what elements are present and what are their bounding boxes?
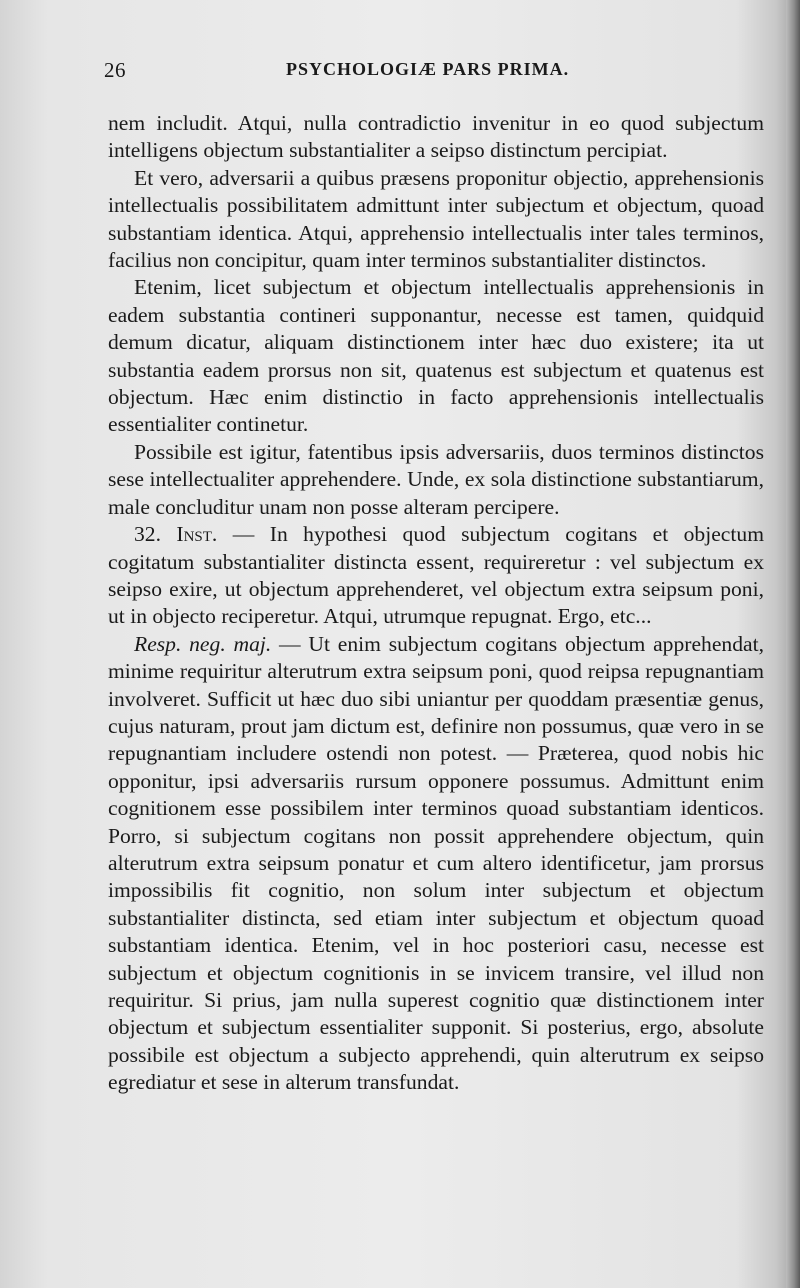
paragraph-text: — In hypothesi quod subjectum cogitans et objectum cogitatum substantialiter distincta essent, requireretur : vel subjectum ex seipso exire, ut objectum apprehenderet, vel objectum extra seipsum poni, ut in objecto reciperetur. Atqui, utrumque repugnat. Ergo, etc...: [108, 522, 764, 629]
body-text: [108, 110, 764, 1097]
paragraph-instance: [108, 521, 764, 631]
paragraph-text: — Ut enim subjectum cogitans objectum apprehendat, minime requiritur alterutrum extra seipsum poni, quod reipsa repugnantiam involveret. Sufficit ut hæc duo sibi uniantur per quoddam præsentiæ genus, cujus naturam, prout jam dictum est, definire non possumus, quæ vero in se repugnantiam includere ostendi non potest. — Præterea, quod nobis hic opponitur, ipsi adversariis rursum opponere possumus. Admittunt enim cognitionem esse possibilem inter terminos quoad substantiam identicos. Porro, si subjectum cogitans non possit apprehendere objectum, quin alterutrum extra seipsum ponatur et cum altero identificetur, jam prorsus impossibilis fit cognitio, non solum inter subjectum et objectum substantialiter distincta, sed etiam inter subjectum et objectum quoad substantiam identica. Etenim, vel in hoc posteriori casu, necesse est subjectum et objectum cognitionis in se invicem transire, vel illud non requiritur. Si prius, jam nulla superest cognitio quæ distinctionem inter objectum et subjectum essentialiter supponit. Si posterius, ergo, absolute possibile est objectum a subjecto apprehendi, quin alterutrum ex seipso egrediatur et sese in alterum transfundat.: [108, 631, 764, 1095]
paragraph-text: nem includit. Atqui, nulla contradictio invenitur in eo quod subjectum intelligens objectum substantialiter a seipso distinctum percipiat.: [108, 111, 764, 163]
paragraph-response: [108, 631, 764, 1097]
paragraph: [108, 274, 764, 438]
paragraph-continuation: [108, 110, 764, 165]
paragraph-text: Et vero, adversarii a quibus præsens proponitur objectio, apprehensionis intellectualis possibilitatem admittunt inter subjectum et objectum, quoad substantiam identica. Atqui, apprehensio intellectualis inter tales terminos, facilius non concipitur, quam inter terminos substantialiter distinctos.: [108, 165, 764, 273]
running-title: PSYCHOLOGIÆ PARS PRIMA.: [286, 59, 570, 79]
paragraph: [108, 439, 764, 521]
page-edge-shadow: [786, 0, 800, 1288]
page-number: 26: [104, 58, 126, 82]
running-head: [104, 58, 744, 84]
paragraph-text: Etenim, licet subjectum et objectum intellectualis apprehensionis in eadem substantia contineri supponantur, necesse est tamen, quidquid demum dicatur, aliquam distinctionem inter hæc duo existere; ita ut substantia eadem prorsus non sit, quatenus est subjectum et quatenus est objectum. Hæc enim distinctio in facto apprehensionis intellectualis essentialiter continetur.: [108, 275, 764, 437]
response-label: Resp. neg. maj.: [134, 631, 272, 656]
paragraph: [108, 165, 764, 275]
paragraph-text: Possibile est igitur, fatentibus ipsis adversariis, duos terminos distinctos sese intellectualiter apprehendere. Unde, ex sola distinctione substantiarum, male concluditur unam non posse alteram percipere.: [108, 439, 764, 519]
instance-label: Inst.: [176, 522, 218, 547]
section-number: 32.: [134, 522, 161, 547]
